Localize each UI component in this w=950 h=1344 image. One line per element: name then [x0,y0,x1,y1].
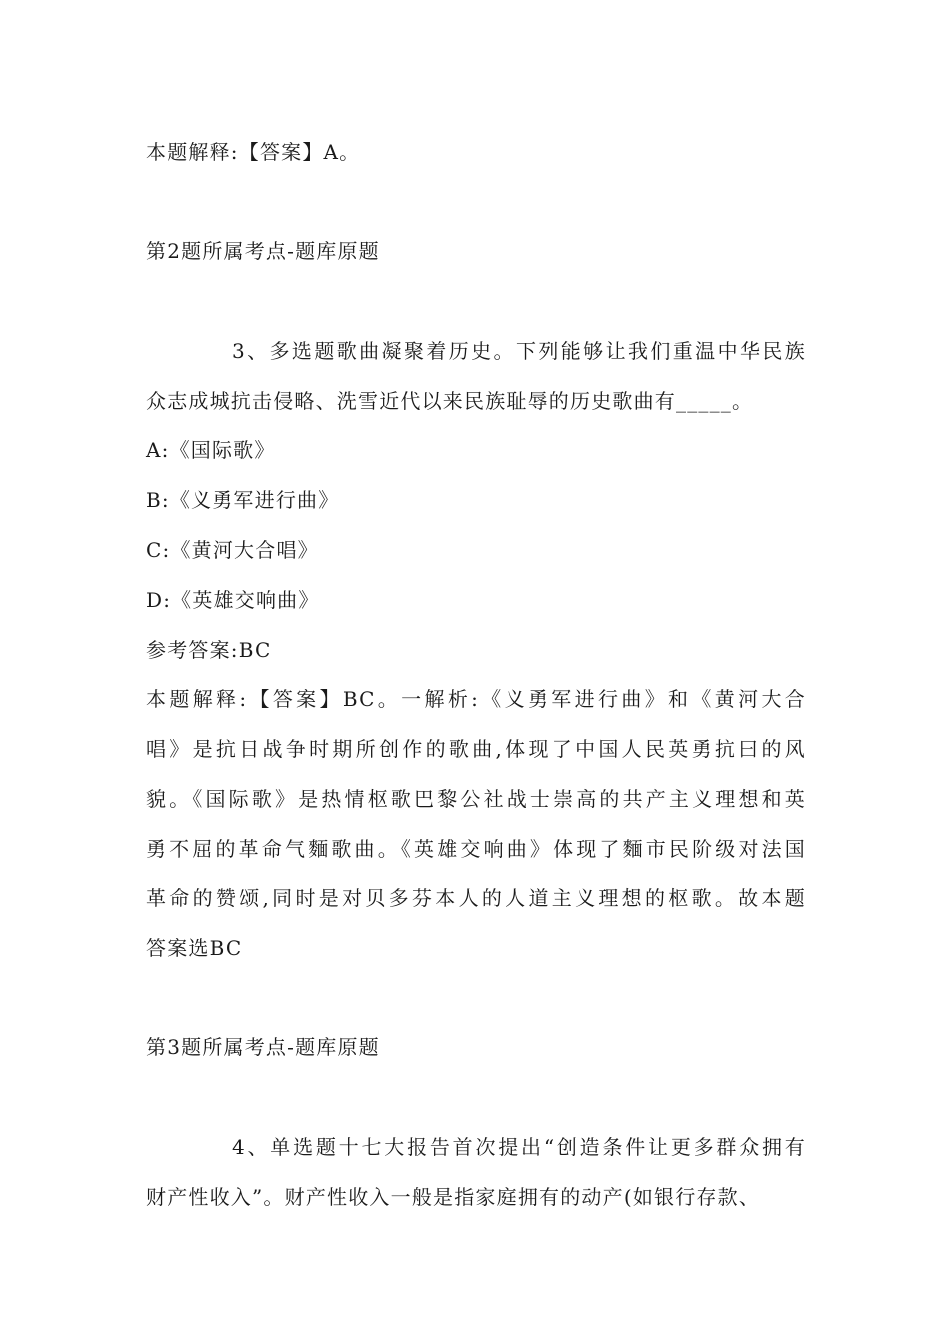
q3-option-a: A:《国际歌》 [146,438,276,462]
q3-stem-line-1: 3、多选题歌曲凝聚着历史。下列能够让我们重温中华民族 [232,339,806,363]
q3-explanation-line-5: 革命的赞颂,同时是对贝多芬本人的人道主义理想的枢歌。故本题 [146,886,806,910]
q3-explanation-line-2: 唱》是抗日战争时期所创作的歌曲,体现了中国人民英勇抗曰的风 [146,737,806,761]
q2-explanation: 本题解释:【答案】A。 [146,140,361,164]
q3-answer: 参考答案:BC [146,638,272,662]
q3-topic: 第3题所属考点-题库原题 [146,1035,380,1059]
q4-stem-line-2: 财产性收入”。财产性收入一般是指家庭拥有的动产(如银行存款、 [146,1185,761,1209]
q2-topic: 第2题所属考点-题库原题 [146,239,380,263]
q3-explanation-line-4: 勇不屈的革命气麵歌曲。《英雄交响曲》体现了麵市民阶级对法国 [146,837,806,861]
q3-option-b: B:《义勇军进行曲》 [146,488,340,512]
q3-stem-line-2: 众志成城抗击侵略、洗雪近代以来民族耻辱的历史歌曲有_____。 [146,389,754,413]
q3-option-c: C:《黄河大合唱》 [146,538,319,562]
q3-explanation-line-3: 貌。《国际歌》是热情枢歌巴黎公社战士崇高的共产主义理想和英 [146,787,806,811]
q3-option-d: D:《英雄交响曲》 [146,588,320,612]
q3-explanation-line-6: 答案选BC [146,936,243,960]
q4-stem-line-1: 4、单选题十七大报告首次提出“创造条件让更多群众拥有 [232,1135,806,1159]
q3-explanation-line-1: 本题解释:【答案】BC。一解析:《义勇军进行曲》和《黄河大合 [146,687,806,711]
